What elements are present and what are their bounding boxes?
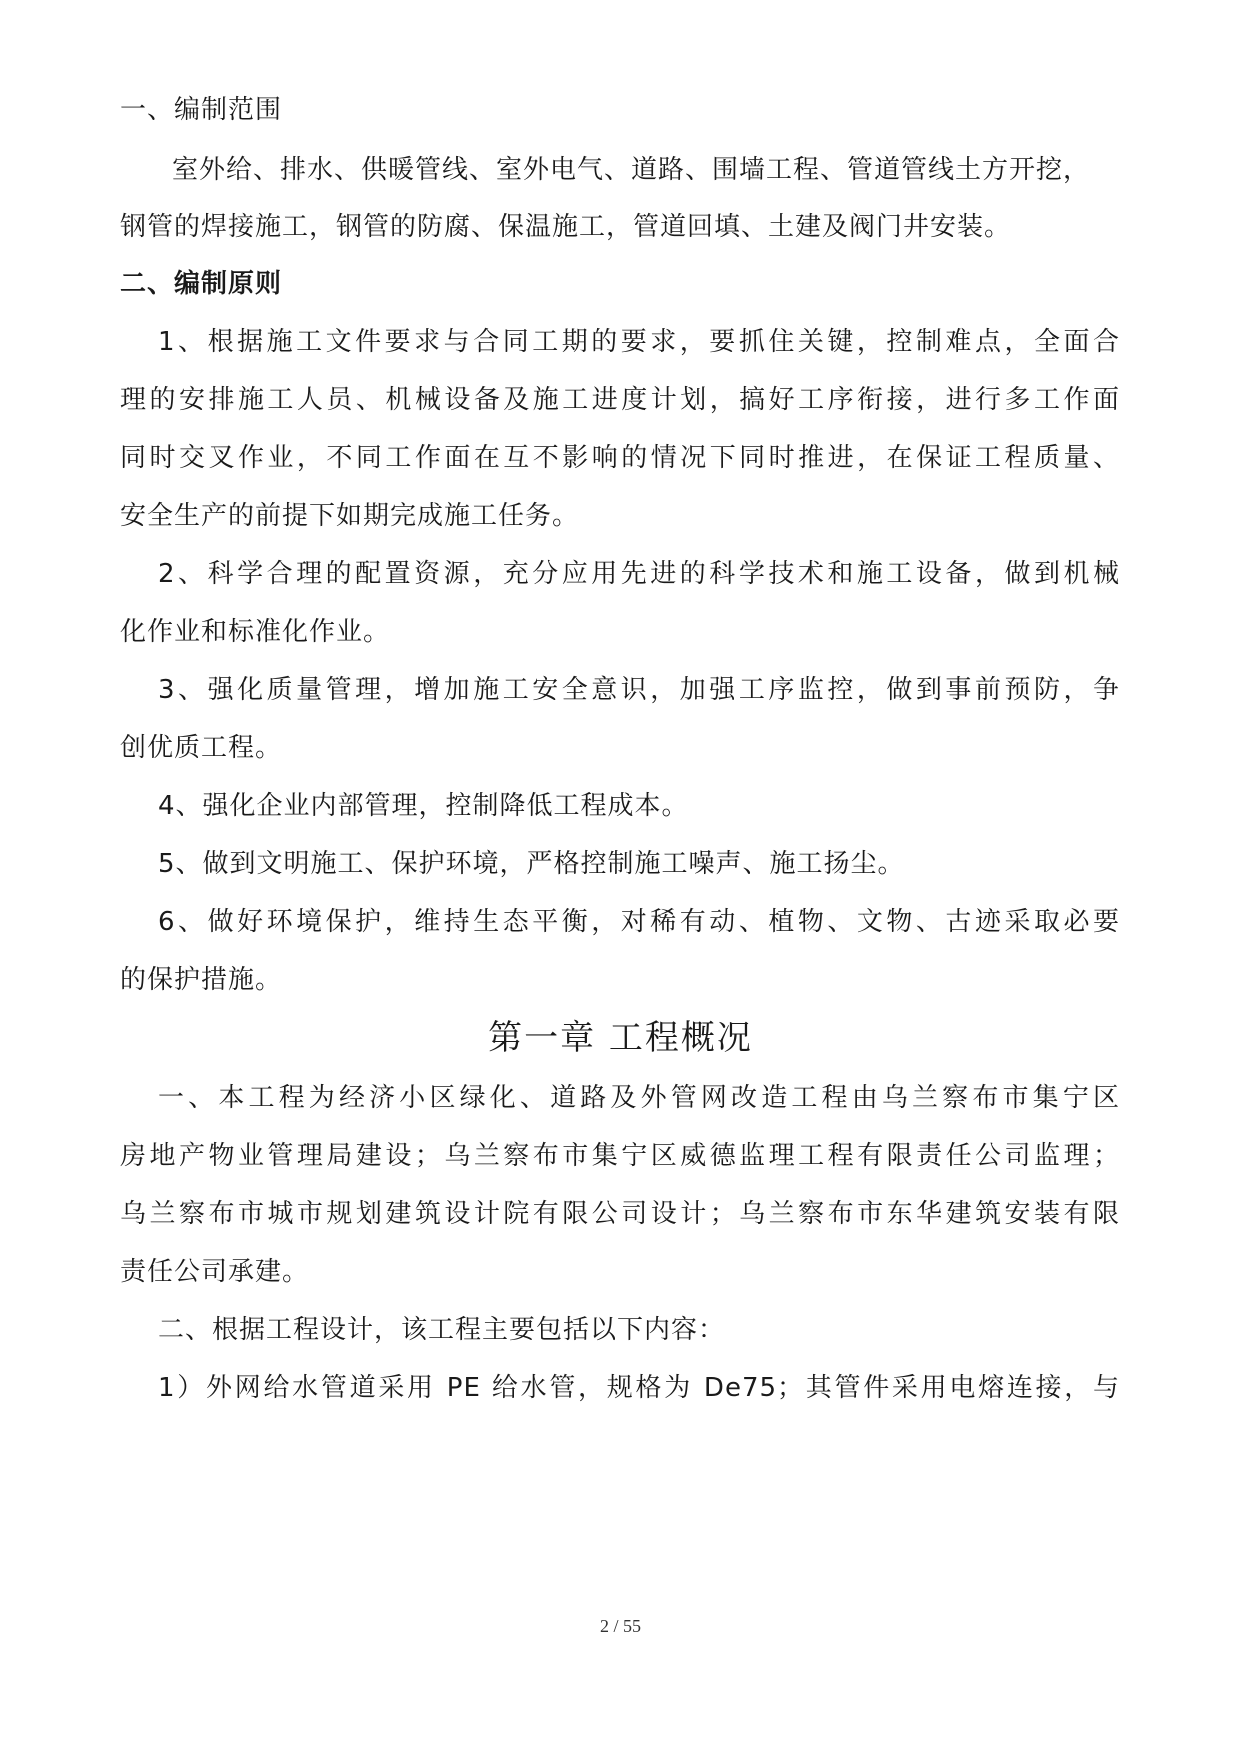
paragraph-line: 房地产物业管理局建设；乌兰察布市集宁区威德监理工程有限责任公司监理；	[120, 1141, 1120, 1171]
section-heading-principles: 二、编制原则	[120, 269, 283, 299]
paragraph-line: 1）外网给水管道采用 PE 给水管，规格为 De75；其管件采用电熔连接，与	[158, 1373, 1120, 1403]
paragraph-line: 二、根据工程设计，该工程主要包括以下内容：	[158, 1315, 726, 1345]
paragraph-line: 乌兰察布市城市规划建筑设计院有限公司设计；乌兰察布市东华建筑安装有限	[120, 1199, 1120, 1229]
paragraph-line: 室外给、排水、供暖管线、室外电气、道路、围墙工程、管道管线土方开挖，	[172, 155, 1091, 185]
paragraph-line: 一、本工程为经济小区绿化、道路及外管网改造工程由乌兰察布市集宁区	[158, 1083, 1120, 1113]
paragraph-line: 安全生产的前提下如期完成施工任务。	[120, 501, 580, 531]
paragraph-line: 化作业和标准化作业。	[120, 617, 391, 647]
paragraph-line: 责任公司承建。	[120, 1257, 310, 1287]
paragraph-line: 5、做到文明施工、保护环境，严格控制施工噪声、施工扬尘。	[158, 849, 905, 879]
chapter-title: 第一章 工程概况	[488, 1018, 753, 1058]
page-number: 2 / 55	[599, 1616, 641, 1636]
paragraph-line: 钢管的焊接施工，钢管的防腐、保温施工，管道回填、土建及阀门井安装。	[120, 212, 1012, 242]
paragraph-line: 同时交叉作业，不同工作面在互不影响的情况下同时推进，在保证工程质量、	[120, 443, 1120, 473]
paragraph-line: 1、根据施工文件要求与合同工期的要求，要抓住关键，控制难点，全面合	[158, 327, 1120, 357]
paragraph-line: 创优质工程。	[120, 733, 283, 763]
paragraph-line: 2、科学合理的配置资源，充分应用先进的科学技术和施工设备，做到机械	[158, 559, 1120, 589]
paragraph-line: 理的安排施工人员、机械设备及施工进度计划，搞好工序衔接，进行多工作面	[120, 385, 1120, 415]
paragraph-line: 6、做好环境保护，维持生态平衡，对稀有动、植物、文物、古迹采取必要	[158, 907, 1120, 937]
paragraph-line: 3、强化质量管理，增加施工安全意识，加强工序监控，做到事前预防，争	[158, 675, 1120, 705]
section-heading-scope: 一、编制范围	[120, 95, 283, 125]
paragraph-line: 4、强化企业内部管理，控制降低工程成本。	[158, 791, 689, 821]
paragraph-line: 的保护措施。	[120, 965, 283, 995]
